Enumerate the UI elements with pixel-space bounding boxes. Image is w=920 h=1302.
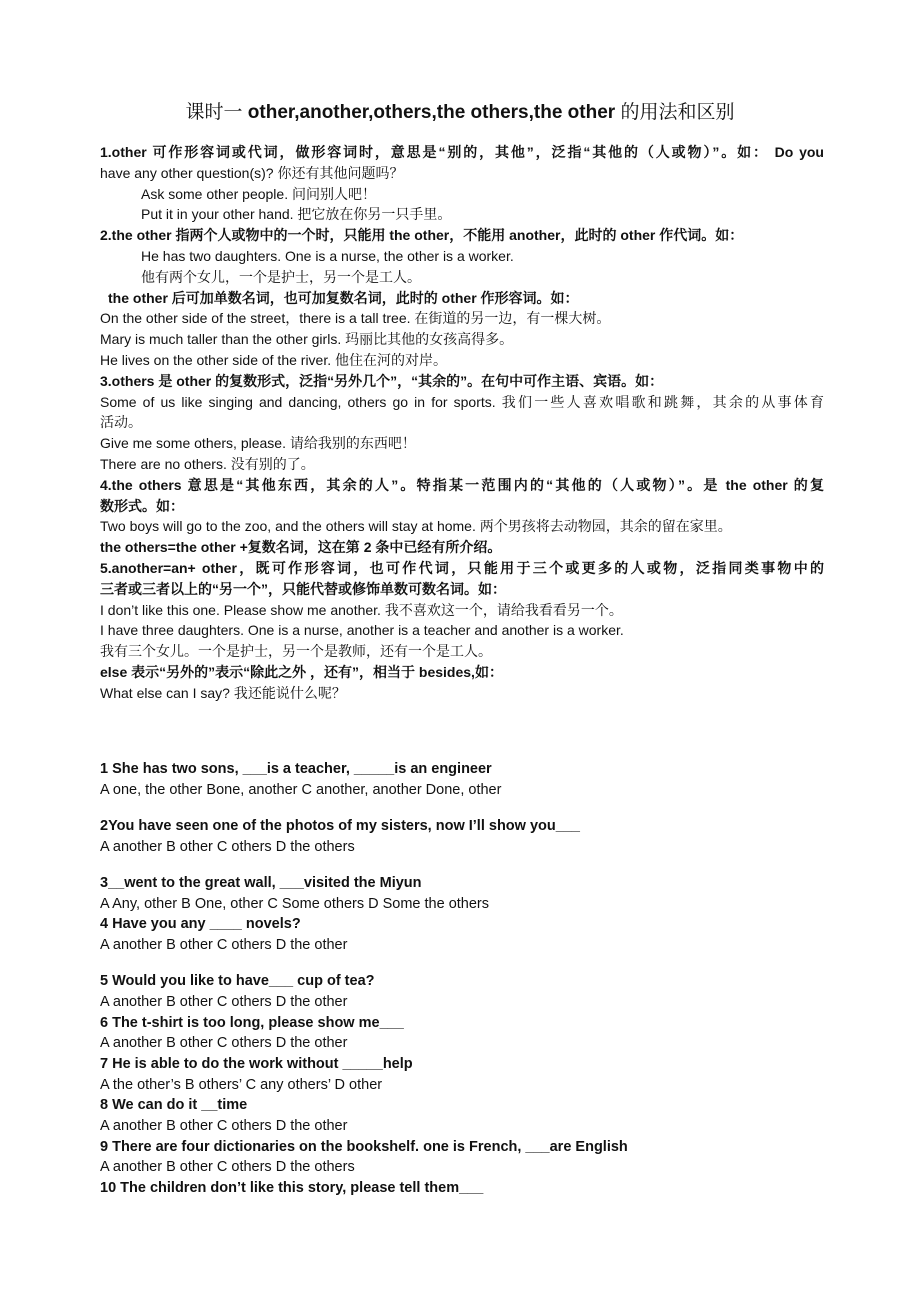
note-line: Ask some other people. 问问别人吧！ bbox=[141, 185, 376, 202]
note-line: What else can I say? 我还能说什么呢？ bbox=[100, 684, 346, 701]
exercise-line: A another B other C others D the other bbox=[100, 1118, 348, 1135]
exercise-line: A Any, other B One, other C Some others D Some the others bbox=[100, 895, 490, 912]
note-line: I don’t like this one. Please show me another. 我不喜欢这一个，请给我看看另一个。 bbox=[100, 601, 623, 618]
spacer bbox=[100, 857, 824, 873]
note-line: 我有三个女儿。一个是护士，另一个是教师，还有一个是工人。 bbox=[100, 643, 492, 660]
note-line: I have three daughters. One is a nurse, another is a teacher and another is a worker. bbox=[100, 622, 624, 639]
note-heading: 2.the other 指两个人或物中的一个时，只能用 the other，不能用 another，此时的 other 作代词。如： bbox=[100, 227, 744, 244]
note-heading: else 表示“另外的”表示“除此之外 ，还有”，相当于 besides,如： bbox=[100, 663, 503, 680]
note-line: 他有两个女儿，一个是护士，另一个是工人。 bbox=[141, 268, 421, 285]
exercise-heading: 1 She has two sons, ___is a teacher, _____is an engineer bbox=[100, 761, 492, 777]
exercise-heading: 3__went to the great wall, ___visited the Miyun bbox=[100, 874, 422, 891]
note-line: Two boys will go to the zoo, and the others will stay at home. 两个男孩将去动物园，其余的留在家里。 bbox=[100, 518, 732, 535]
note-line: Give me some others, please. 请给我别的东西吧！ bbox=[100, 435, 416, 452]
note-heading: 5.another=an+ other，既可作形容词，也可作代词，只能用于三个或更多的人或物，泛指同类事物中的 bbox=[100, 559, 824, 576]
note-line: Mary is much taller than the other girls. 玛丽比其他的女孩高得多。 bbox=[100, 331, 514, 348]
exercise-line: A the other’s B others’ C any others’ D other bbox=[100, 1076, 383, 1093]
exercise-heading: 10 The children don’t like this story, please tell them___ bbox=[100, 1180, 484, 1197]
note-heading: 3.others 是 other 的复数形式，泛指“另外几个”，“其余的”。在句中可作主语、宾语。如： bbox=[100, 372, 664, 389]
note-line: There are no others. 没有别的了。 bbox=[100, 455, 315, 472]
note-heading: 4.the others 意思是“其他东西，其余的人”。特指某一范围内的“其他的（人或物）”。是 the other 的复 bbox=[100, 476, 824, 493]
exercise-heading: 8 We can do it __time bbox=[100, 1097, 248, 1114]
page-title bbox=[0, 98, 920, 128]
note-heading: 1.other 可作形容词或代词，做形容词时，意思是“别的，其他”，泛指“其他的（人或物）”。如： Do you bbox=[100, 144, 824, 160]
spacer bbox=[100, 800, 824, 816]
exercise-line: A another B other C others D the others bbox=[100, 1159, 355, 1176]
note-line: have any other question(s)? 你还有其他问题吗？ bbox=[100, 164, 404, 181]
title-words: other,another,others,the others,the other bbox=[247, 102, 616, 123]
note-line: Some of us like singing and dancing, others go in for sports. 我们一些人喜欢唱歌和跳舞，其余的从事体育 bbox=[100, 393, 824, 410]
note-line: 活动。 bbox=[100, 414, 142, 431]
exercise-heading: 4 Have you any ____ novels? bbox=[100, 916, 301, 933]
exercise-line: A one, the other Bone, another C another, another Done, other bbox=[100, 781, 502, 798]
exercise-line: A another B other C others D the other bbox=[100, 1035, 348, 1052]
exercise-line: A another B other C others D the other bbox=[100, 993, 348, 1010]
exercise-heading: 6 The t-shirt is too long, please show me___ bbox=[100, 1014, 404, 1031]
exercise-heading: 5 Would you like to have___ cup of tea? bbox=[100, 973, 375, 990]
note-heading: 数形式。如： bbox=[100, 497, 184, 514]
note-line: He lives on the other side of the river. 他住在河的对岸。 bbox=[100, 351, 448, 368]
note-heading: the others=the other +复数名词，这在第 2 条中已经有所介绍。 bbox=[100, 539, 502, 556]
note-line: On the other side of the street，there is a tall tree. 在街道的另一边，有一棵大树。 bbox=[100, 310, 611, 327]
spacer bbox=[100, 956, 824, 972]
exercise-section bbox=[100, 759, 824, 1199]
note-line: Put it in your other hand. 把它放在你另一只手里。 bbox=[141, 206, 452, 223]
note-heading: the other 后可加单数名词，也可加复数名词，此时的 other 作形容词。如： bbox=[108, 289, 579, 306]
exercise-heading: 2You have seen one of the photos of my sisters, now I’ll show you___ bbox=[100, 817, 580, 834]
grammar-notes bbox=[100, 142, 824, 704]
exercise-line: A another B other C others D the other bbox=[100, 936, 348, 953]
note-line: He has two daughters. One is a nurse, the other is a worker. bbox=[141, 247, 514, 264]
title-suffix: 的用法和区别 bbox=[615, 102, 735, 123]
exercise-line: A another B other C others D the others bbox=[100, 838, 355, 855]
exercise-heading: 7 He is able to do the work without _____help bbox=[100, 1055, 413, 1072]
note-heading: 三者或三者以上的“另一个”，只能代替或修饰单数可数名词。如： bbox=[100, 580, 506, 597]
title-prefix: 课时一 bbox=[185, 102, 248, 123]
exercise-heading: 9 There are four dictionaries on the bookshelf. one is French, ___are English bbox=[100, 1138, 628, 1155]
